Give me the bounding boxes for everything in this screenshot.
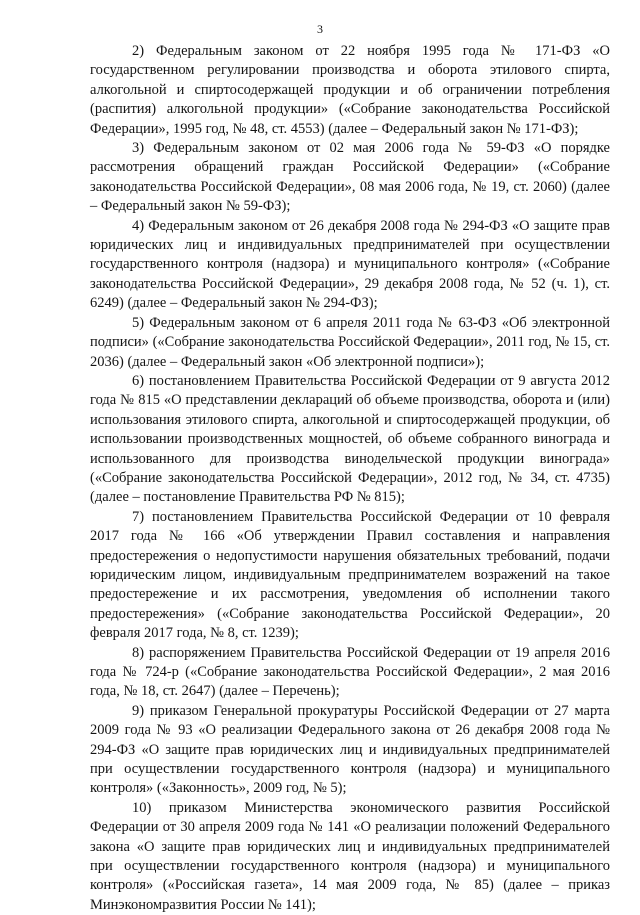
list-item-5: 5) Федеральным законом от 6 апреля 2011 года № 63-ФЗ «Об электронной подписи» («Собрание законодательства Российской Федерации», 2011 год, № 15, ст. 2036) (далее – Федеральный закон «Об электронной подписи»); [90, 314, 610, 370]
list-item-2: 2) Федеральным законом от 22 ноября 1995 года № 171-ФЗ «О государственном регулировании производства и оборота этилового спирта, алкогольной и спиртосодержащей продукции и об ограничении потребления (распития) алкогольной продукции» («Собрание законодательства Российской Федерации», 1995 год, № 48, ст. 4553) (далее – Федеральный закон № 171-ФЗ); [90, 43, 610, 137]
list-item-4: 4) Федеральным законом от 26 декабря 2008 года № 294-ФЗ «О защите прав юридических лиц и индивидуальных предпринимателей при осуществлении государственного контроля (надзора) и муниципального контроля» («Собрание законодательства Российской Федерации», 29 декабря 2008 года, № 52 (ч. 1), ст. 6249) (далее – Федеральный закон № 294-ФЗ); [90, 217, 610, 312]
list-item-9: 9) приказом Генеральной прокуратуры Российской Федерации от 27 марта 2009 года № 93 «О реализации Федерального закона от 26 декабря 2008 года № 294-ФЗ «О защите прав юридических лиц и индивидуальных предпринимателей при осуществлении государственного контроля (надзора) и муниципального контроля» («Законность», 2009 год, № 5); [90, 702, 610, 797]
list-item-8: 8) распоряжением Правительства Российской Федерации от 19 апреля 2016 года № 724-р («Собрание законодательства Российской Федерации», 2 мая 2016 года, № 18, ст. 2647) (далее – Перечень); [90, 644, 610, 700]
list-item-6: 6) постановлением Правительства Российской Федерации от 9 августа 2012 года № 815 «О представлении деклараций об объеме производства, оборота и (или) использования этилового спирта, алкогольной и спиртосодержащей продукции, об использовании производственных мощностей, об объеме собранного винограда и использованного для производства винодельческой продукции винограда» («Собрание законодательства Российской Федерации», 2012 год, № 34, ст. 4735) (далее – постановление Правительства РФ № 815); [90, 372, 610, 506]
list-item-7: 7) постановлением Правительства Российской Федерации от 10 февраля 2017 года № 166 «Об утверждении Правил составления и направления предостережения о недопустимости нарушения обязательных требований, подачи юридическим лицом, индивидуальным предпринимателем возражений на такое предостережение и их рассмотрения, уведомления об исполнении такого предостережения» («Собрание законодательства Российской Федерации», 20 февраля 2017 года, № 8, ст. 1239); [90, 508, 610, 642]
page-number: 3 [317, 22, 323, 36]
list-item-10: 10) приказом Министерства экономического развития Российской Федерации от 30 апреля 2009 года № 141 «О реализации положений Федерального закона «О защите прав юридических лиц и индивидуальных предпринимателей при осуществлении государственного контроля (надзора) и муниципального контроля» («Российская газета», 14 мая 2009 года, № 85) (далее – приказ Минэкономразвития России № 141); [90, 799, 610, 913]
list-item-3: 3) Федеральным законом от 02 мая 2006 года № 59-ФЗ «О порядке рассмотрения обращений граждан Российской Федерации» («Собрание законодательства Российской Федерации», 08 мая 2006 года, № 19, ст. 2060) (далее – Федеральный закон № 59-ФЗ); [90, 140, 610, 215]
document-body [90, 42, 610, 915]
